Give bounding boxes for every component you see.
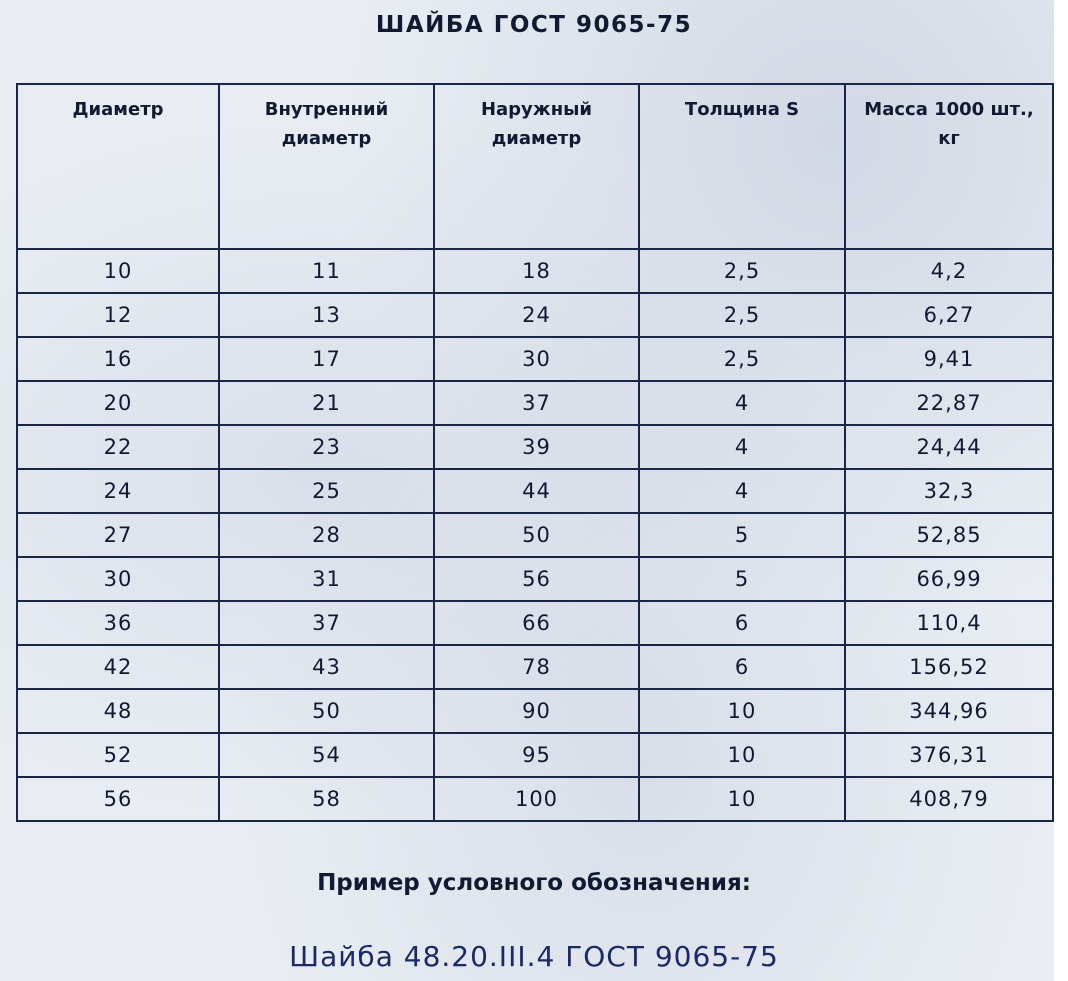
table-cell: 36 — [17, 601, 219, 645]
table-cell: 28 — [219, 513, 434, 557]
table-cell: 4 — [639, 381, 845, 425]
table-cell: 90 — [434, 689, 639, 733]
table-row — [17, 645, 1053, 689]
table-cell: 20 — [17, 381, 219, 425]
table-row — [17, 293, 1053, 337]
table-cell: 6 — [639, 601, 845, 645]
example-designation: Шайба 48.20.III.4 ГОСТ 9065-75 — [289, 940, 779, 973]
table-cell: 37 — [219, 601, 434, 645]
table-header-row — [17, 84, 1053, 249]
table-cell: 66 — [434, 601, 639, 645]
table-cell: 100 — [434, 777, 639, 821]
table-row — [17, 557, 1053, 601]
table-body — [17, 249, 1053, 821]
table-cell: 2,5 — [639, 337, 845, 381]
table-cell: 6 — [639, 645, 845, 689]
header-inner-diameter: Внутренний диаметр — [219, 84, 434, 249]
table-cell: 21 — [219, 381, 434, 425]
table-cell: 5 — [639, 557, 845, 601]
table-row — [17, 513, 1053, 557]
header-mass: Масса 1000 шт., кг — [845, 84, 1053, 249]
table-cell: 2,5 — [639, 293, 845, 337]
table-cell: 24,44 — [845, 425, 1053, 469]
table-cell: 12 — [17, 293, 219, 337]
table-cell: 42 — [17, 645, 219, 689]
table-cell: 56 — [434, 557, 639, 601]
table-cell: 56 — [17, 777, 219, 821]
table-cell: 16 — [17, 337, 219, 381]
table-cell: 408,79 — [845, 777, 1053, 821]
table-cell: 78 — [434, 645, 639, 689]
table-cell: 10 — [639, 777, 845, 821]
table-cell: 31 — [219, 557, 434, 601]
table-cell: 344,96 — [845, 689, 1053, 733]
page-title: ШАЙБА ГОСТ 9065-75 — [375, 12, 693, 38]
table-cell: 22 — [17, 425, 219, 469]
table-cell: 44 — [434, 469, 639, 513]
table-row — [17, 601, 1053, 645]
table-cell: 23 — [219, 425, 434, 469]
table-row — [17, 249, 1053, 293]
scan-margin — [1054, 0, 1068, 981]
table-cell: 27 — [17, 513, 219, 557]
table-cell: 37 — [434, 381, 639, 425]
table-cell: 22,87 — [845, 381, 1053, 425]
example-label: Пример условного обозначения: — [317, 870, 751, 896]
table-cell: 32,3 — [845, 469, 1053, 513]
table-cell: 10 — [17, 249, 219, 293]
table-cell: 58 — [219, 777, 434, 821]
table-row — [17, 733, 1053, 777]
table-cell: 30 — [434, 337, 639, 381]
table-cell: 376,31 — [845, 733, 1053, 777]
table-cell: 39 — [434, 425, 639, 469]
table-cell: 156,52 — [845, 645, 1053, 689]
table-cell: 54 — [219, 733, 434, 777]
table-cell: 95 — [434, 733, 639, 777]
table-cell: 9,41 — [845, 337, 1053, 381]
table-cell: 30 — [17, 557, 219, 601]
header-outer-diameter: Наружный диаметр — [434, 84, 639, 249]
header-thickness: Толщина S — [639, 84, 845, 249]
table-cell: 25 — [219, 469, 434, 513]
table-cell: 10 — [639, 689, 845, 733]
table-cell: 6,27 — [845, 293, 1053, 337]
table-row — [17, 689, 1053, 733]
table-row — [17, 381, 1053, 425]
table-row — [17, 777, 1053, 821]
header-diameter: Диаметр — [17, 84, 219, 249]
table-cell: 43 — [219, 645, 434, 689]
table-cell: 10 — [639, 733, 845, 777]
table-cell: 18 — [434, 249, 639, 293]
table-cell: 5 — [639, 513, 845, 557]
table-cell: 24 — [434, 293, 639, 337]
table-cell: 66,99 — [845, 557, 1053, 601]
table-cell: 4 — [639, 469, 845, 513]
table-cell: 4 — [639, 425, 845, 469]
table-cell: 24 — [17, 469, 219, 513]
table-cell: 110,4 — [845, 601, 1053, 645]
table-cell: 17 — [219, 337, 434, 381]
table-row — [17, 425, 1053, 469]
table-cell: 2,5 — [639, 249, 845, 293]
table-cell: 13 — [219, 293, 434, 337]
table-cell: 50 — [434, 513, 639, 557]
table-row — [17, 337, 1053, 381]
table-cell: 50 — [219, 689, 434, 733]
table-cell: 52 — [17, 733, 219, 777]
table-cell: 48 — [17, 689, 219, 733]
table-cell: 52,85 — [845, 513, 1053, 557]
table-cell: 4,2 — [845, 249, 1053, 293]
washer-spec-table — [16, 83, 1054, 822]
table-row — [17, 469, 1053, 513]
table-cell: 11 — [219, 249, 434, 293]
